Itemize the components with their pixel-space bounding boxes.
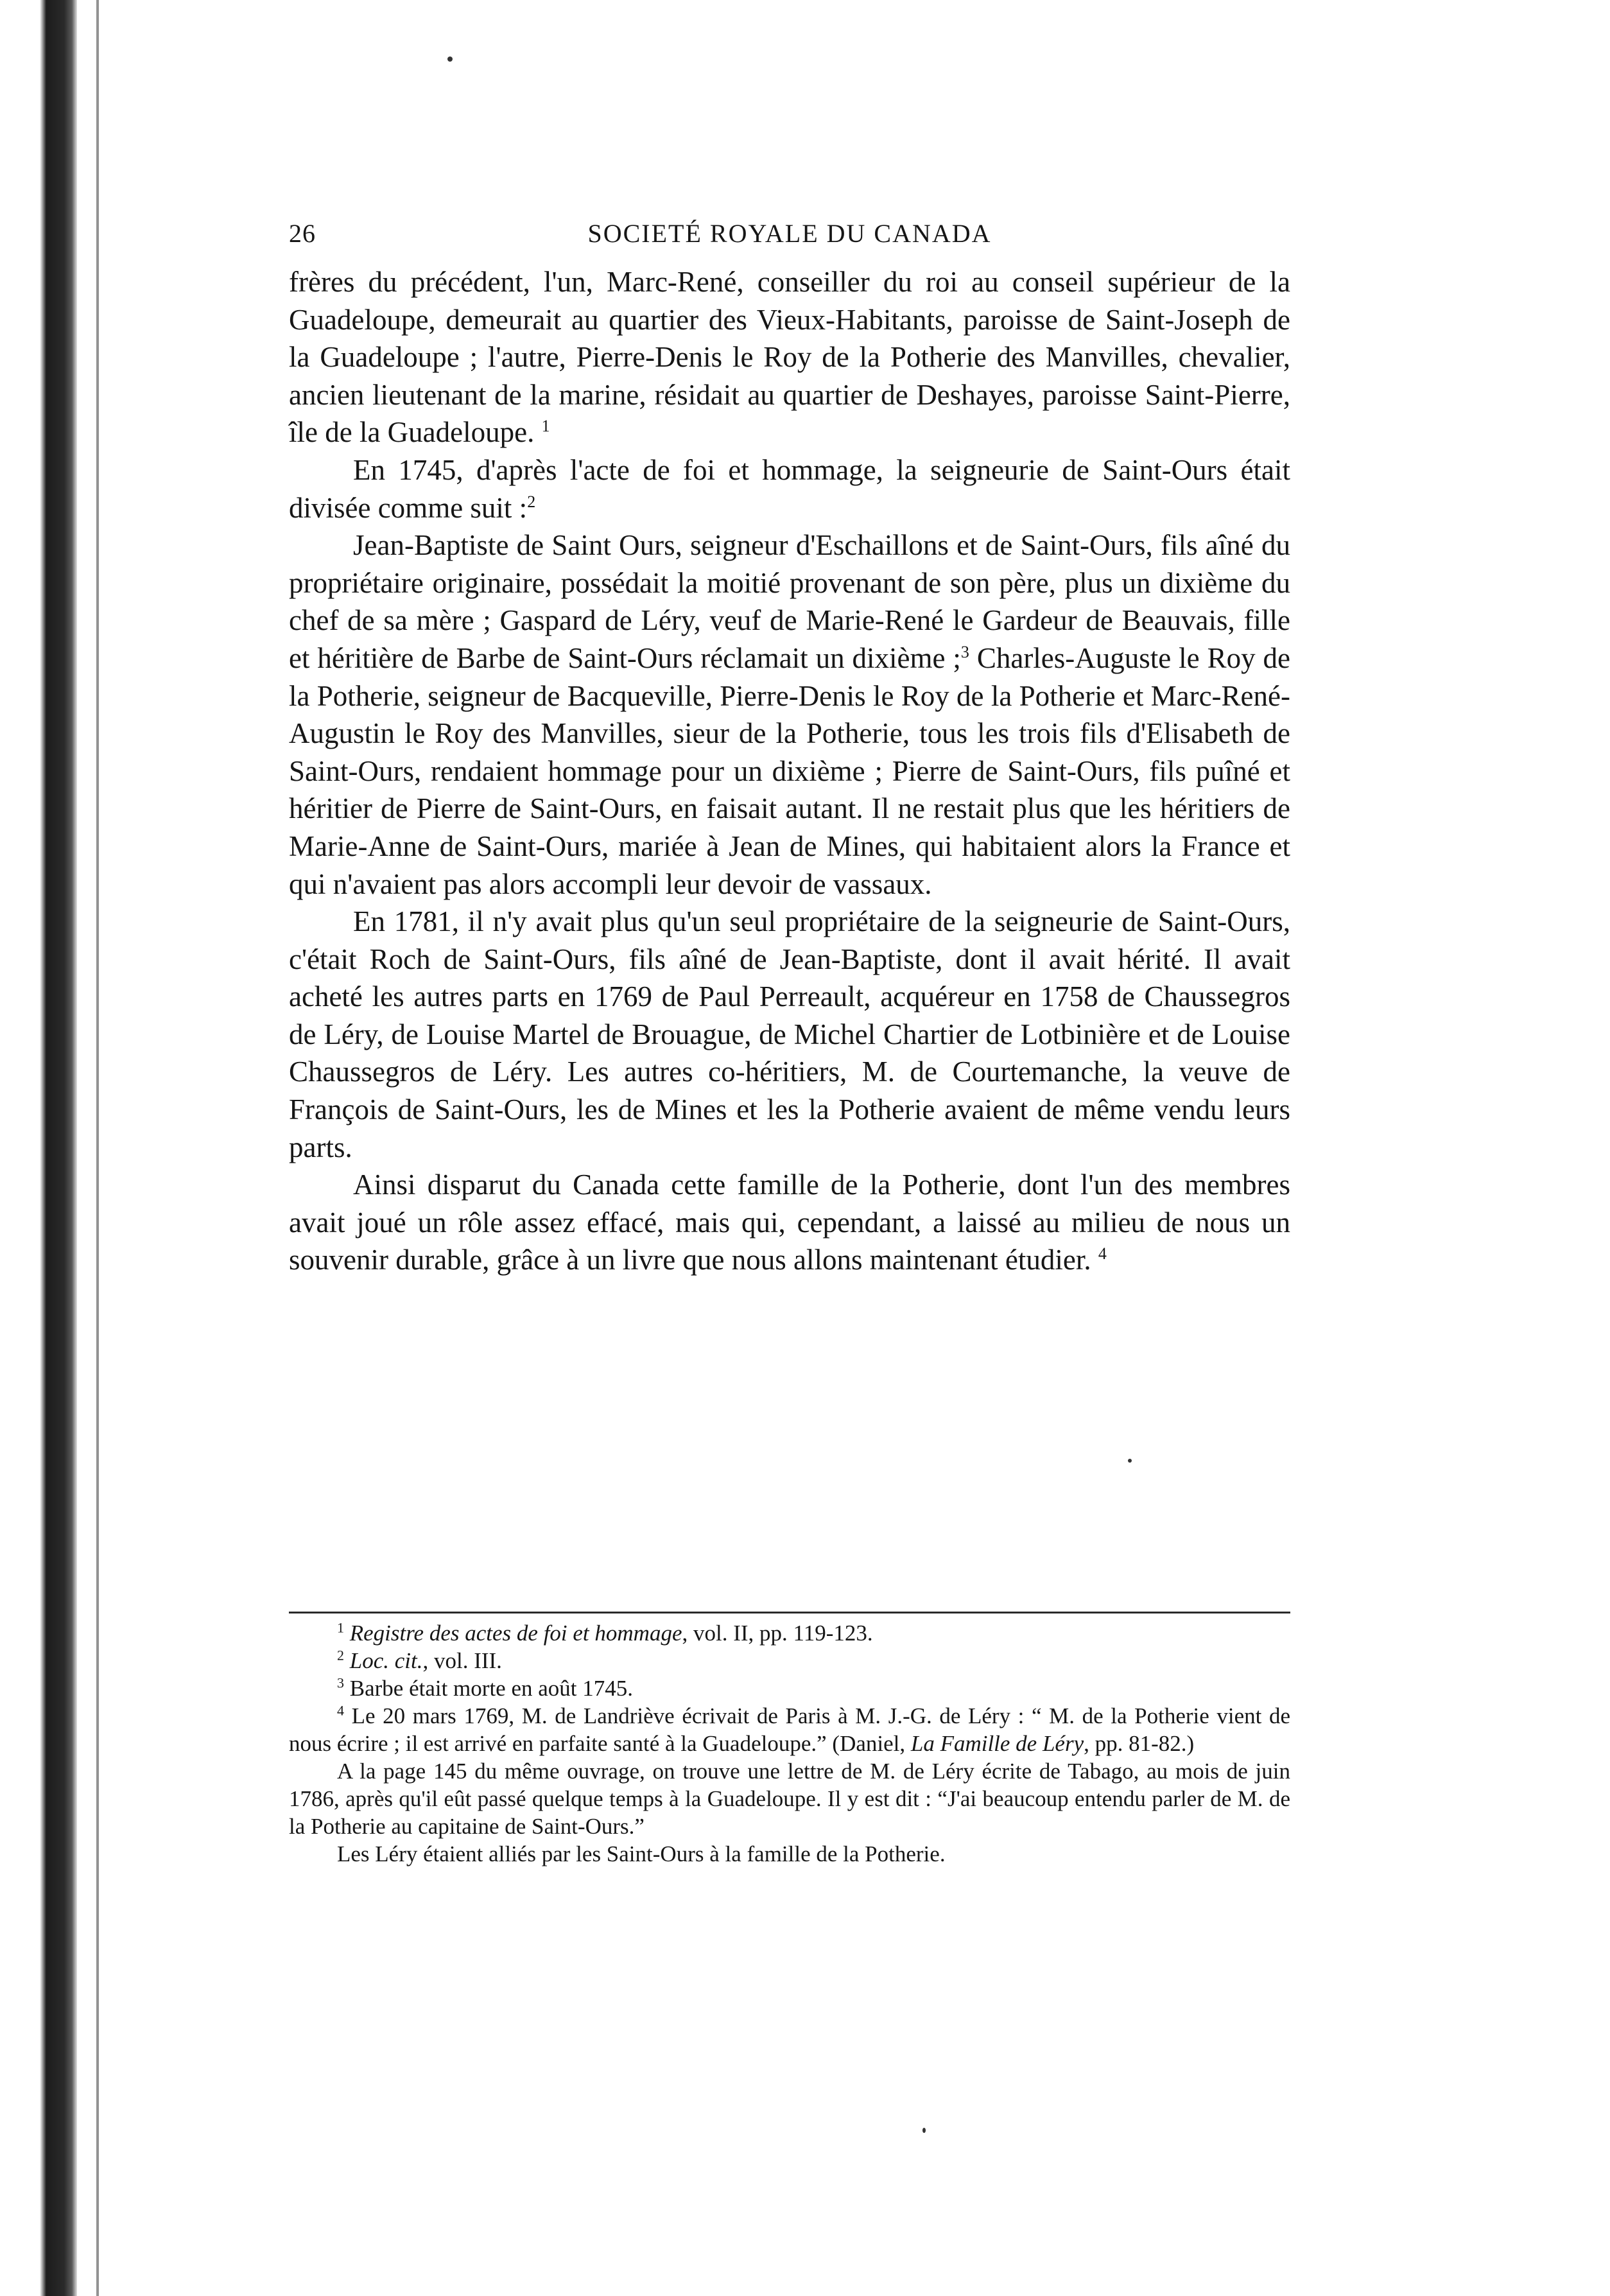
footnote-2-title: Loc. cit. <box>349 1648 423 1673</box>
scan-speck <box>447 57 453 62</box>
scan-speck <box>922 2128 926 2133</box>
footnote-1-title: Registre des actes de foi et hommage <box>349 1621 682 1646</box>
footnote-2-mark: 2 <box>337 1647 344 1664</box>
scan-border <box>0 0 77 2296</box>
footnote-2-rest: , vol. III. <box>422 1648 502 1673</box>
paragraph-3-text-a: Jean-Baptiste de Saint Ours, seigneur d'Eschaillons et de Saint-Ours, fils aîné du propriétaire originaire, possédait la moitié provenant de son père, plus un dixième du chef de sa mère ; Gaspard de Léry, veuf de Marie-René le Gardeur de Beauvais, fille et héritière de Barbe de Saint-Ours réclamait un dixième ; <box>289 529 1290 674</box>
paragraph-2-text: En 1745, d'après l'acte de foi et hommage, la seigneurie de Saint-Ours était divisée comme suit : <box>289 453 1290 524</box>
footnote-3-mark: 3 <box>337 1674 344 1691</box>
footnote-ref-3: 3 <box>960 642 969 661</box>
paragraph-1-text: frères du précédent, l'un, Marc-René, conseiller du roi au conseil supérieur de la Guadeloupe, demeurait au quartier des Vieux-Habitants, paroisse de Saint-Joseph de la Guadeloupe ; l'autre, Pierre-Denis le Roy de la Potherie des Manvilles, chevalier, ancien lieutenant de la marine, résidait au quartier de Deshayes, paroisse Saint-Pierre, île de la Guadeloupe. <box>289 266 1290 449</box>
page-number: 26 <box>289 219 316 248</box>
footnote-3-text: Barbe était morte en août 1745. <box>349 1676 633 1701</box>
footnote-2 <box>289 1647 1290 1674</box>
scan-shadow-line <box>96 0 99 2296</box>
footnote-4-title: La Famille de Léry <box>910 1731 1084 1756</box>
footnote-1-mark: 1 <box>337 1619 344 1636</box>
footnote-ref-1: 1 <box>541 417 550 436</box>
footnote-ref-4: 4 <box>1098 1244 1107 1264</box>
paragraph-1 <box>289 263 1290 451</box>
footnote-4-para-2: A la page 145 du même ouvrage, on trouve une lettre de M. de Léry écrite de Tabago, au mois de juin 1786, après qu'il eût passé quelque temps à la Guadeloupe. Il y est dit : “J'ai beaucoup entendu parler de M. de la Potherie au capitaine de Saint-Ours.” <box>289 1759 1290 1839</box>
footnote-4 <box>289 1702 1290 1757</box>
footnote-4-text-a: Le 20 mars 1769, M. de Landriève écrivait de Paris à M. J.-G. de Léry : “ M. de la Potherie vient de nous écrire ; il est arrivé en parfaite santé à la Guadeloupe.” (Daniel, <box>289 1703 1290 1756</box>
paragraph-3-text-b: Charles-Auguste le Roy de la Potherie, seigneur de Bacqueville, Pierre-Denis le Roy de la Potherie et Marc-René-Augustin le Roy des Manvilles, sieur de la Potherie, tous les trois fils d'Elisabeth de Saint-Ours, rendaient hommage pour un dixième ; Pierre de Saint-Ours, fils puîné et héritier de Pierre de Saint-Ours, en faisait autant. Il ne restait plus que les héritiers de Marie-Anne de Saint-Ours, mariée à Jean de Mines, qui habitaient alors la France et qui n'avaient pas alors accompli leur devoir de vassaux. <box>289 641 1290 900</box>
footnote-1 <box>289 1619 1290 1647</box>
paragraph-3 <box>289 526 1290 903</box>
paragraph-2 <box>289 451 1290 526</box>
paragraph-4 <box>289 903 1290 1166</box>
footnote-ref-2: 2 <box>527 492 536 511</box>
scan-speck <box>1128 1459 1132 1463</box>
footnote-4-para-3: Les Léry étaient alliés par les Saint-Ours à la famille de la Potherie. <box>337 1841 946 1866</box>
footnote-3 <box>289 1674 1290 1702</box>
footnote-4-text-b: , pp. 81-82.) <box>1084 1731 1195 1756</box>
footnotes <box>289 1619 1290 1868</box>
running-head <box>289 212 1290 263</box>
footnote-rule <box>289 1612 1290 1613</box>
footnote-1-rest: , vol. II, pp. 119-123. <box>682 1621 873 1646</box>
paragraph-4-text: En 1781, il n'y avait plus qu'un seul propriétaire de la seigneurie de Saint-Ours, c'était Roch de Saint-Ours, fils aîné de Jean-Baptiste, dont il avait hérité. Il avait acheté les autres parts en 1769 de Paul Perreault, acquéreur en 1758 de Chaussegros de Léry, de Louise Martel de Brouague, de Michel Chartier de Lotbinière et de Louise Chaussegros de Léry. Les autres co-héritiers, M. de Courtemanche, la veuve de François de Saint-Ours, les de Mines et les la Potherie avaient de même vendu leurs parts. <box>289 905 1290 1163</box>
paragraph-5-text: Ainsi disparut du Canada cette famille de la Potherie, dont l'un des membres avait joué un rôle assez effacé, mais qui, cependant, a laissé au milieu de nous un souvenir durable, grâce à un livre que nous allons maintenant étudier. <box>289 1169 1290 1276</box>
paragraph-5 <box>289 1166 1290 1279</box>
footnote-4-mark: 4 <box>337 1702 344 1719</box>
running-title: SOCIETÉ ROYALE DU CANADA <box>587 219 992 248</box>
body-text <box>289 263 1290 1279</box>
page <box>289 212 1290 1279</box>
